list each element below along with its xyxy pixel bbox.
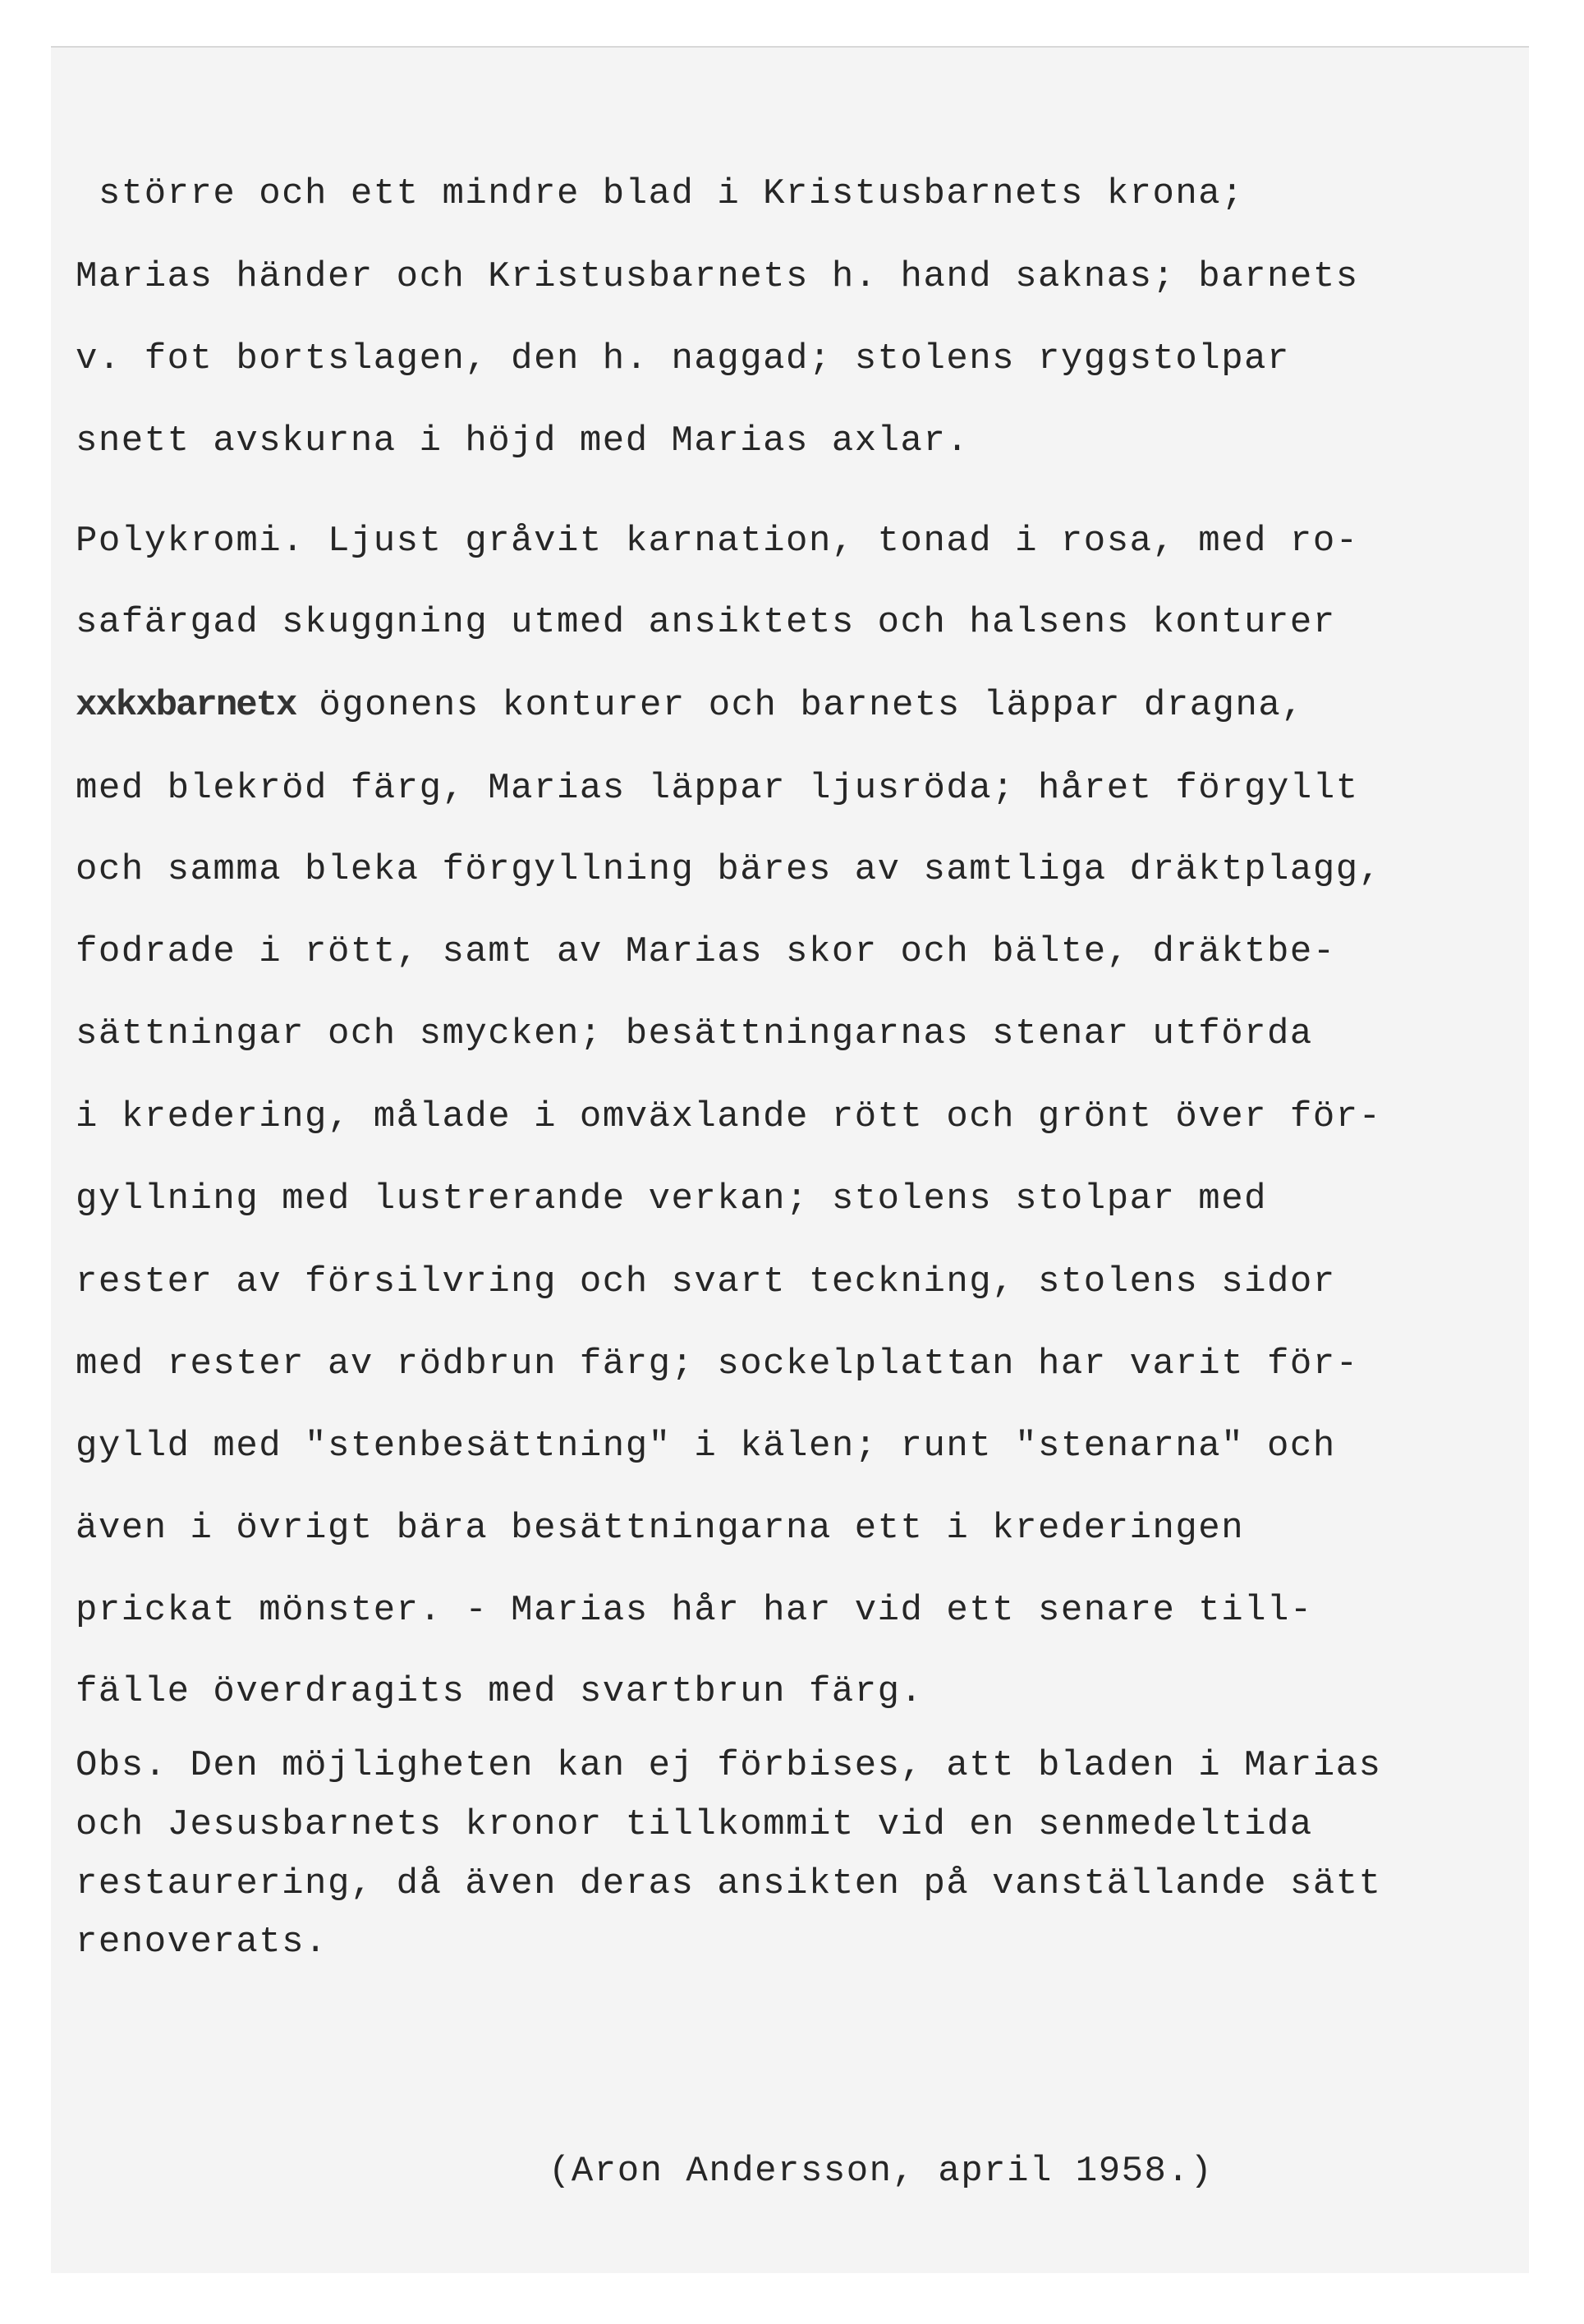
text-line: fodrade i rött, samt av Marias skor och bälte, dräktbe- (76, 931, 1336, 972)
text-line: och Jesusbarnets kronor tillkommit vid en senmedeltida (76, 1804, 1313, 1845)
text-line: i kredering, målade i omväxlande rött och grönt över för- (76, 1096, 1382, 1137)
text-line: Obs. Den möjligheten kan ej förbises, att bladen i Marias (76, 1745, 1382, 1786)
text-line-struck (76, 684, 1304, 727)
text-line: renoverats. (76, 1922, 328, 1963)
text-line: med blekröd färg, Marias läppar ljusröda; håret förgyllt (76, 768, 1359, 809)
text-line: Polykromi. Ljust gråvit karnation, tonad i rosa, med ro- (76, 521, 1359, 562)
text-line: prickat mönster. - Marias hår har vid ett senare till- (76, 1590, 1313, 1631)
text-line: gyllning med lustrerande verkan; stolens stolpar med (76, 1178, 1268, 1219)
text-line: restaurering, då även deras ansikten på vanställande sätt (76, 1863, 1382, 1904)
text-line: snett avskurna i höjd med Marias axlar. (76, 420, 970, 462)
text-line: gylld med "stenbesättning" i kälen; runt "stenarna" och (76, 1426, 1336, 1467)
text-line: även i övrigt bära besättningarna ett i krederingen (76, 1508, 1245, 1549)
text-line: och samma bleka förgyllning bäres av samtliga dräktplagg, (76, 849, 1382, 890)
text-line-rest: ögonens konturer och barnets läppar dragna, (319, 685, 1305, 726)
text-line: med rester av rödbrun färg; sockelplattan har varit för- (76, 1343, 1359, 1385)
text-line: Marias händer och Kristusbarnets h. hand saknas; barnets (76, 256, 1359, 297)
text-line: v. fot bortslagen, den h. naggad; stolens ryggstolpar (76, 338, 1290, 379)
text-line: rester av försilvring och svart teckning, stolens sidor (76, 1261, 1336, 1302)
text-line: större och ett mindre blad i Kristusbarnets krona; (76, 173, 1245, 214)
typed-page (51, 46, 1529, 2273)
text-line: safärgad skuggning utmed ansiktets och halsens konturer (76, 602, 1336, 643)
struck-out-text: xxkxbarnetx (76, 685, 296, 726)
text-line: fälle överdragits med svartbrun färg. (76, 1671, 924, 1712)
text-line: sättningar och smycken; besättningarnas stenar utförda (76, 1013, 1313, 1054)
signature-line: (Aron Andersson, april 1958.) (549, 2151, 1214, 2192)
